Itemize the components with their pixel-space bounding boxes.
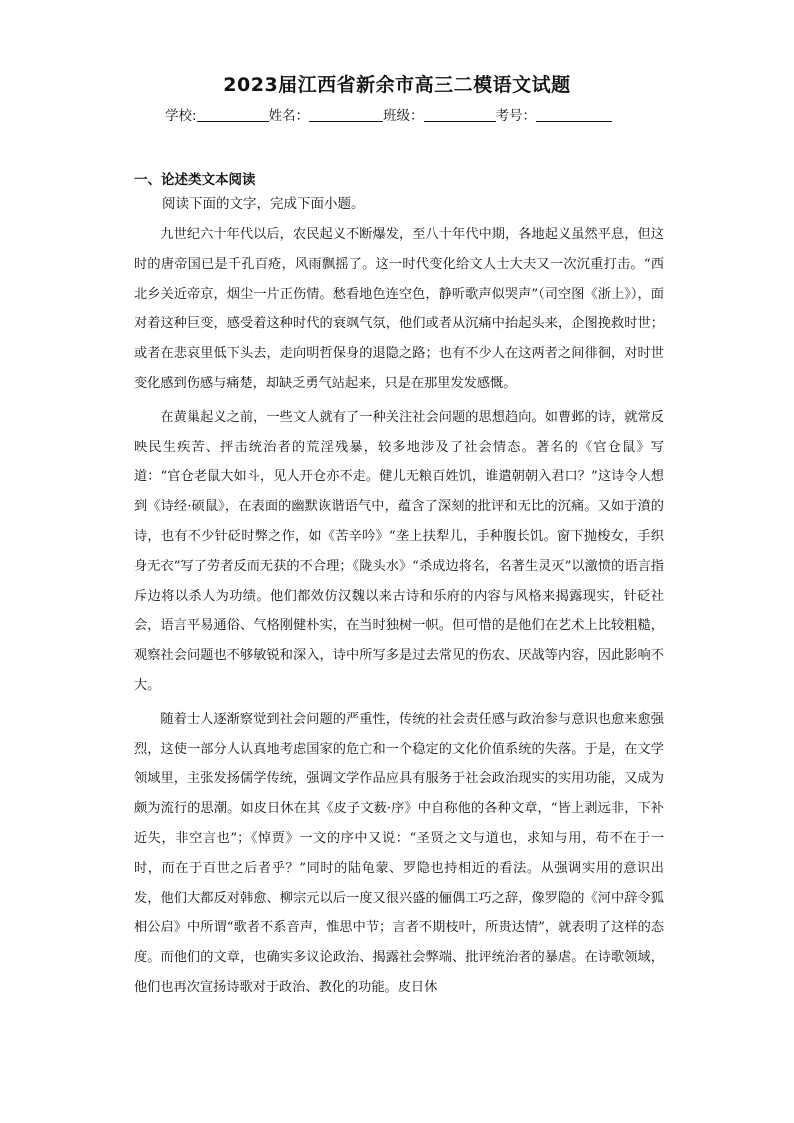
school-label: 学校:	[165, 108, 197, 124]
name-label: 姓名：	[268, 108, 310, 124]
passage	[134, 220, 664, 1007]
passage-paragraph-1: 九世纪六十年代以后，农民起义不断爆发，至八十年代中期，各地起义虽然平息，但这时的唐帝国已是千孔百疮，风雨飘摇了。这一时代变化给文人士大夫又一次沉重打击。“西北乡关近帝京，烟尘一片正伤情。愁看地色连空色，静听歌声似哭声”（司空图《浙上》），面对着这种巨变，感受着这种时代的衰飒气氛，他们或者从沉痛中抬起头来，企图挽救时世；或者在悲哀里低下头去，走向明哲保身的退隐之路；也有不少人在这两者之间徘徊，对时世变化感到伤感与痛楚，却缺乏勇气站起来，只是在那里发发感慨。	[134, 227, 664, 391]
section-instruction: 阅读下面的文字，完成下面小题。	[162, 196, 365, 212]
id-label: 考号：	[495, 108, 537, 124]
section-heading: 一、论述类文本阅读	[134, 172, 256, 188]
class-blank	[424, 107, 496, 122]
class-label: 班级：	[383, 108, 424, 124]
student-info-line	[165, 104, 612, 124]
id-blank	[536, 107, 612, 122]
passage-paragraph-3: 随着士人逐渐察觉到社会问题的严重性，传统的社会责任感与政治参与意识也愈来愈强烈，这使一部分人认真地考虑国家的危亡和一个稳定的文化价值系统的失落。于是，在文学领域里，主张发扬儒学传统，强调文学作品应具有服务于社会政治现实的实用功能，又成为颇为流行的思潮。如皮日休在其《皮子文薮·序》中自称他的各种文章，“皆上剥远非，下补近失，非空言也”；《悼贾》一文的序中又说：“圣贤之文与道也，求知与用，苟不在于一时，而在于百世之后者乎？”同时的陆龟蒙、罗隐也持相近的看法。从强调实用的意识出发，他们大都反对韩愈、柳宗元以后一度又很兴盛的俪偶工巧之辞，像罗隐的《河中辞令狐相公启》中所谓“歌者不系音声，惟思中节；言者不期枝叶，所贵达情”，就表明了这样的态度。而他们的文章，也确实多议论政治、揭露社会弊端、批评统治者的暴虐。在诗歌领域，他们也再次宣扬诗歌对于政治、教化的功能。皮日休	[134, 711, 664, 995]
name-blank	[309, 107, 383, 122]
exam-title: 2023届江西省新余市高三二模语文试题	[223, 74, 571, 96]
school-blank	[197, 107, 269, 122]
passage-paragraph-2: 在黄巢起义之前，一些文人就有了一种关注社会问题的思想趋向。如曹邺的诗，就常反映民生疾苦、抨击统治者的荒淫残暴，较多地涉及了社会情态。著名的《官仓鼠》写道：“官仓老鼠大如斗，见人开仓亦不走。健儿无粮百姓饥，谁遣朝朝入君口？”这诗令人想到《诗经·硕鼠》，在表面的幽默诙谐语气中，蕴含了深刻的批评和无比的沉痛。又如于濆的诗，也有不少针砭时弊之作，如《苦辛吟》“垄上扶犁儿，手种腹长饥。窗下抛梭女，手织身无衣”写了劳者反而无获的不合理；《陇头水》“杀成边将名，名著生灵灭”以激愤的语言指斥边将以杀人为功绩。他们都效仿汉魏以来古诗和乐府的内容与风格来揭露现实，针砭社会，语言平易通俗、气格刚健朴实，在当时独树一帜。但可惜的是他们在艺术上比较粗糙，观察社会问题也不够敏锐和深入，诗中所写多是过去常见的伤农、厌战等内容，因此影响不大。	[134, 409, 664, 693]
